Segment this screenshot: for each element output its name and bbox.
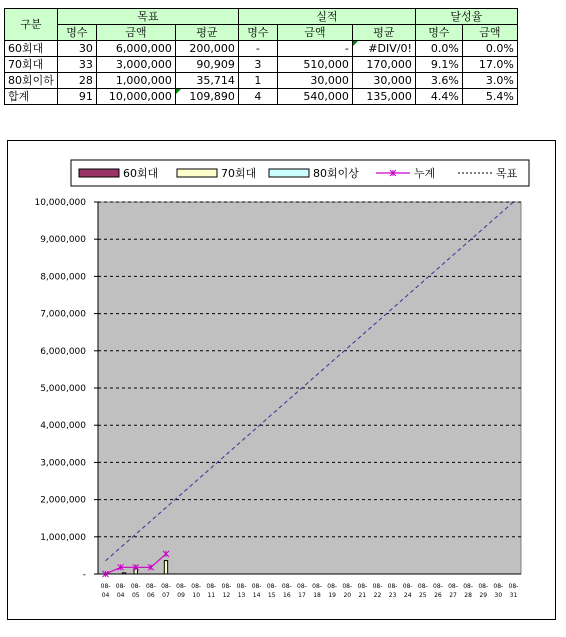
header-target: 목표 (57, 9, 238, 25)
row-label: 60회대 (5, 41, 58, 57)
table-cell: 540,000 (277, 89, 352, 105)
table-row (5, 89, 518, 105)
table-cell: 10,000,000 (96, 89, 175, 105)
y-tick-label: 7,000,000 (40, 309, 86, 320)
table-cell: 109,890 (175, 89, 238, 105)
x-tick-label: 08-12 (221, 583, 232, 599)
legend-swatch (269, 169, 309, 177)
table-cell: 4.4% (415, 89, 462, 105)
header-actual: 실적 (238, 9, 415, 25)
subheader-cell: 명수 (415, 25, 462, 41)
subheader-cell: 평균 (352, 25, 415, 41)
table-cell: 4 (238, 89, 277, 105)
table-cell: 5.4% (462, 89, 517, 105)
table-cell: 3,000,000 (96, 57, 175, 73)
x-tick-label: 08-10 (191, 583, 202, 599)
y-tick-label: 4,000,000 (40, 421, 86, 432)
table-cell: 91 (57, 89, 96, 105)
x-tick-label: 08-07 (161, 583, 171, 599)
row-label: 70회대 (5, 57, 58, 73)
x-tick-label: 08-25 (417, 583, 428, 599)
table-cell: 35,714 (175, 73, 238, 89)
subheader-cell: 명수 (57, 25, 96, 41)
table-cell: 135,000 (352, 89, 415, 105)
legend-label: 60회대 (123, 167, 159, 180)
row-label: 합계 (5, 89, 58, 105)
subheader-cell: 명수 (238, 25, 277, 41)
table-row (5, 57, 518, 73)
chart-svg (8, 141, 555, 619)
table-cell: 90,909 (175, 57, 238, 73)
table-cell: 30 (57, 41, 96, 57)
legend-label: 70회대 (221, 167, 257, 180)
table-cell: 510,000 (277, 57, 352, 73)
legend-label: 80회이상 (313, 167, 359, 180)
table-cell: 170,000 (352, 57, 415, 73)
subheader-cell: 금액 (462, 25, 517, 41)
table-cell: - (277, 41, 352, 57)
x-tick-label: 08-18 (312, 583, 322, 599)
y-tick-label: 2,000,000 (40, 495, 86, 506)
y-tick-label: 9,000,000 (40, 235, 86, 246)
legend-label: 누계 (414, 167, 436, 180)
x-tick-label: 08-23 (387, 583, 398, 599)
table-cell: 0.0% (462, 41, 517, 57)
x-tick-label: 08-31 (508, 583, 519, 599)
header-achievement: 달성율 (415, 9, 517, 25)
header-category: 구분 (5, 9, 58, 41)
x-tick-label: 08-27 (448, 583, 458, 599)
table-cell: 0.0% (415, 41, 462, 57)
table-cell: 3 (238, 57, 277, 73)
table-cell: 30,000 (277, 73, 352, 89)
table-header-row (5, 9, 518, 25)
subheader-cell: 금액 (277, 25, 352, 41)
table-subheader-row (5, 25, 518, 41)
y-tick-label: 1,000,000 (40, 532, 86, 543)
x-tick-label: 08-20 (342, 583, 353, 599)
subheader-cell: 금액 (96, 25, 175, 41)
table-row (5, 73, 518, 89)
table-cell: 3.6% (415, 73, 462, 89)
y-tick-label: - (82, 570, 86, 580)
bar (164, 561, 167, 574)
x-tick-label: 08-09 (176, 583, 186, 599)
y-tick-label: 6,000,000 (40, 346, 86, 357)
x-tick-label: 08-24 (402, 583, 413, 599)
x-tick-label: 08-30 (493, 583, 504, 599)
table-cell: 28 (57, 73, 96, 89)
table-cell: #DIV/0! (352, 41, 415, 57)
x-tick-label: 08-21 (357, 583, 368, 599)
x-tick-label: 08-11 (206, 583, 217, 599)
summary-table (4, 8, 518, 105)
bar (122, 573, 125, 574)
table-cell: 6,000,000 (96, 41, 175, 57)
table-cell: 9.1% (415, 57, 462, 73)
chart-area (7, 140, 556, 620)
table-cell: 1 (238, 73, 277, 89)
legend-swatch (177, 169, 217, 177)
x-tick-label: 08-16 (281, 583, 292, 599)
x-tick-label: 08-06 (145, 583, 156, 599)
x-tick-label: 08-14 (251, 583, 262, 599)
table-cell: 3.0% (462, 73, 517, 89)
y-tick-label: 8,000,000 (40, 272, 86, 283)
subheader-cell: 평균 (175, 25, 238, 41)
x-tick-label: 08-15 (266, 583, 277, 599)
legend-swatch (79, 169, 119, 177)
table-cell: 30,000 (352, 73, 415, 89)
x-tick-label: 08-04 (115, 583, 126, 599)
x-tick-label: 08-17 (297, 583, 307, 599)
x-tick-label: 08-22 (372, 583, 383, 599)
table-cell: 200,000 (175, 41, 238, 57)
x-tick-label: 08-04 (100, 583, 111, 599)
x-tick-label: 08-05 (130, 583, 141, 599)
table-cell: 17.0% (462, 57, 517, 73)
x-tick-label: 08-28 (463, 583, 474, 599)
y-tick-label: 3,000,000 (40, 458, 86, 469)
table-cell: 33 (57, 57, 96, 73)
table-row (5, 41, 518, 57)
x-tick-label: 08-29 (478, 583, 489, 599)
x-tick-label: 08-26 (433, 583, 443, 599)
table-cell: 1,000,000 (96, 73, 175, 89)
legend-label: 목표 (496, 167, 518, 180)
table-cell: - (238, 41, 277, 57)
y-tick-label: 10,000,000 (34, 198, 86, 208)
x-tick-label: 08-19 (327, 583, 338, 599)
x-tick-label: 08-13 (236, 583, 247, 599)
row-label: 80회이하 (5, 73, 58, 89)
y-tick-label: 5,000,000 (40, 384, 86, 394)
